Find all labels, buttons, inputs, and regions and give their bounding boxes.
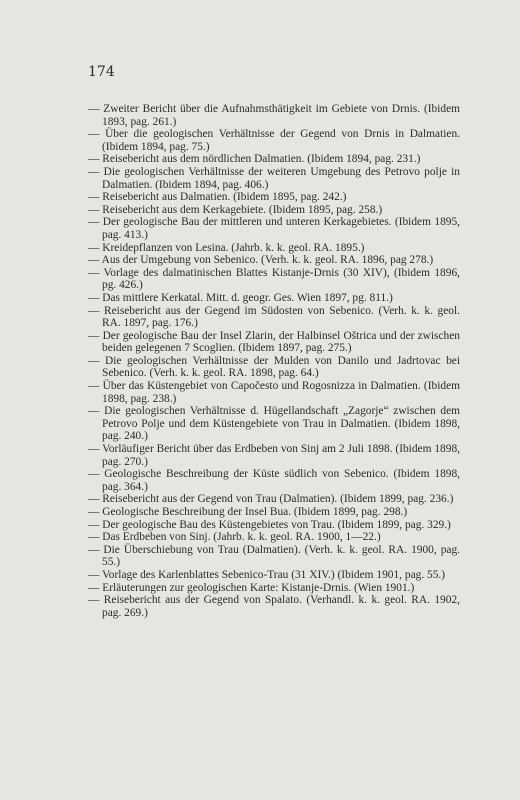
bibliography-entry: — Aus der Umgebung von Sebenico. (Verh. k. k. geol. RA. 1896, pag 278.) bbox=[88, 254, 434, 267]
bibliography-list bbox=[88, 103, 460, 619]
bibliography-entry: — Reisebericht aus der Gegend von Trau (Dalmatien). (Ibidem 1899, pag. 236.) bbox=[88, 493, 454, 506]
bibliography-entry: — Die geologischen Verhältnisse der Mulden von Danilo und Jadrtovac bei Sebenico. (Verh. k. k. geol. RA. 1898, pag. 64.) bbox=[88, 354, 460, 380]
bibliography-entry: — Vorlage des dalmatinischen Blattes Kistanje-Drnis (30 XIV), (Ibidem 1896, pg. 426.) bbox=[88, 266, 460, 292]
bibliography-entry: — Reisebericht aus Dalmatien. (Ibidem 1895, pag. 242.) bbox=[88, 191, 347, 204]
bibliography-entry: — Vorlage des Karlenblattes Sebenico-Trau (31 XIV.) (Ibidem 1901, pag. 55.) bbox=[88, 568, 446, 581]
bibliography-entry: — Über das Küstengebiet von Capočesto und Rogosnizza in Dalmatien. (Ibidem 1898, pag. 238.) bbox=[88, 380, 460, 405]
bibliography-entry: — Zweiter Bericht über die Aufnahmsthätigkeit im Gebiete von Drnis. (Ibidem 1893, pag. 261.) bbox=[88, 103, 460, 128]
bibliography-entry: — Reisebericht aus dem nördlichen Dalmatien. (Ibidem 1894, pag. 231.) bbox=[88, 153, 421, 166]
bibliography-entry: — Das Erdbeben von Sinj. (Jahrb. k. k. geol. RA. 1900, 1—22.) bbox=[88, 531, 381, 544]
bibliography-entry: — Vorläufiger Bericht über das Erdbeben von Sinj am 2 Juli 1898. (Ibidem 1898, pag. 270.) bbox=[88, 443, 460, 468]
bibliography-entry: — Über die geologischen Verhältnisse der Gegend von Drnis in Dalmatien. (Ibidem 1894, pag. 75.) bbox=[88, 128, 460, 153]
bibliography-entry: — Reisebericht aus der Gegend im Südosten von Sebenico. (Verh. k. k. geol. RA. 1897, pag. 176.) bbox=[88, 304, 460, 330]
bibliography-entry: — Der geologische Bau der mittleren und unteren Kerkagebietes. (Ibidem 1895, pag. 413.) bbox=[88, 216, 460, 241]
bibliography-entry: — Reisebericht aus dem Kerkagebiete. (Ibidem 1895, pag. 258.) bbox=[88, 203, 383, 216]
bibliography-entry: — Kreidepflanzen von Lesina. (Jahrb. k. k. geol. RA. 1895.) bbox=[88, 241, 365, 254]
bibliography-entry: — Die Überschiebung von Trau (Dalmatien). (Verh. k. k. geol. RA. 1900, pag. 55.) bbox=[88, 543, 460, 569]
bibliography-entry: — Geologische Beschreibung der Küste südlich von Sebenico. (Ibidem 1898, pag. 364.) bbox=[88, 468, 460, 493]
bibliography-entry: — Die geologischen Verhältnisse d. Hügellandschaft „Zagorje“ zwischen dem Petrovo Polje und dem Küstengebiete von Trau in Dalmatien. (Ibidem 1898, pag. 240.) bbox=[88, 405, 460, 443]
bibliography-entry: — Reisebericht aus der Gegend von Spalato. (Verhandl. k. k. geol. RA. 1902, pag. 269.) bbox=[88, 594, 460, 619]
bibliography-entry: — Erläuterungen zur geologischen Karte: Kistanje-Drnis. (Wien 1901.) bbox=[88, 581, 415, 594]
bibliography-entry: — Der geologische Bau des Küstengebietes von Trau. (Ibidem 1899, pag. 329.) bbox=[88, 518, 451, 531]
page-number: 174 bbox=[88, 64, 115, 80]
bibliography-entry: — Der geologische Bau der Insel Zlarin, der Halbinsel Oštrica und der zwischen beiden gelegenen 7 Scoglien. (Ibidem 1897, pag. 275.) bbox=[88, 329, 460, 355]
bibliography-entry: — Das mittlere Kerkatal. Mitt. d. geogr. Ges. Wien 1897, pg. 811.) bbox=[88, 291, 393, 304]
bibliography-entry: — Die geologischen Verhältnisse der weiteren Umgebung des Petrovo polje in Dalmatien. (Ibidem 1894, pag. 406.) bbox=[88, 165, 460, 191]
bibliography-entry: — Geologische Beschreibung der Insel Bua. (Ibidem 1899, pag. 298.) bbox=[88, 506, 408, 518]
